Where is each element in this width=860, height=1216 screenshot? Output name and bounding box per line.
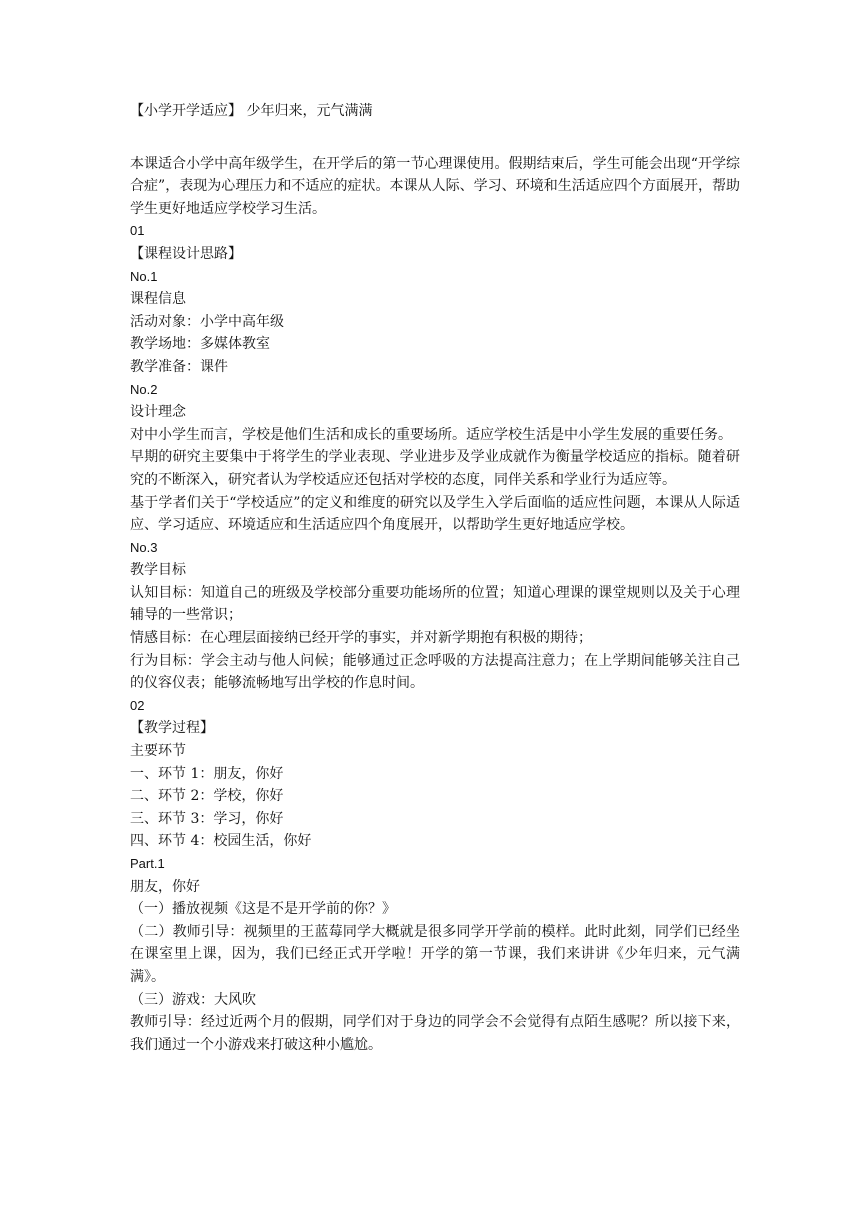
subsection-number-2: No.2 xyxy=(130,381,158,397)
section-heading-design: 【课程设计思路】 xyxy=(130,245,242,262)
step-4: 四、环节 4：校园生活，你好 xyxy=(130,833,312,850)
idea-paragraph-1: 对中小学生而言，学校是他们生活和成长的重要场所。适应学校生活是中小学生发展的重要任务。 xyxy=(130,426,732,443)
info-target: 活动对象：小学中高年级 xyxy=(130,313,284,330)
info-place: 教学场地：多媒体教室 xyxy=(130,336,270,353)
intro-paragraph: 本课适合小学中高年级学生，在开学后的第一节心理课使用。假期结束后，学生可能会出现“开学综合症”，表现为心理压力和不适应的症状。本课从人际、学习、环境和生活适应四个方面展开，帮助学生更好地适应学校学习生活。 xyxy=(130,155,740,217)
goal-cognitive: 认知目标：知道自己的班级及学校部分重要功能场所的位置；知道心理课的课堂规则以及关于心理辅导的一些常识； xyxy=(130,584,740,624)
subsection-heading-course-info: 课程信息 xyxy=(130,291,186,308)
step-3: 三、环节 3：学习，你好 xyxy=(130,810,284,827)
section-number-02: 02 xyxy=(130,697,145,713)
part1-item-game: （三）游戏：大风吹 xyxy=(130,991,256,1008)
part1-item-video: （一）播放视频《这是不是开学前的你？》 xyxy=(130,901,396,918)
part1-item-guide: （二）教师引导：视频里的王蓝莓同学大概就是很多同学开学前的模样。此时此刻，同学们已经坐在课室里上课，因为，我们已经正式开学啦！开学的第一节课，我们来讲讲《少年归来，元气满满》。 xyxy=(130,923,740,985)
document-title: 【小学开学适应】 少年归来，元气满满 xyxy=(130,103,373,119)
part-number-1: Part.1 xyxy=(130,856,165,871)
part-heading-friends: 朋友，你好 xyxy=(130,878,200,895)
step-2: 二、环节 2：学校，你好 xyxy=(130,788,284,805)
main-steps-label: 主要环节 xyxy=(130,743,186,760)
idea-paragraph-3: 基于学者们关于“学校适应”的定义和维度的研究以及学生入学后面临的适应性问题，本课从人际适应、学习适应、环境适应和生活适应四个角度展开，以帮助学生更好地适应学校。 xyxy=(130,494,740,534)
section-number-01: 01 xyxy=(130,223,145,239)
subsection-heading-goals: 教学目标 xyxy=(130,562,186,579)
info-prep: 教学准备：课件 xyxy=(130,358,228,375)
subsection-number-1: No.1 xyxy=(130,268,158,284)
subsection-heading-design-idea: 设计理念 xyxy=(130,404,186,421)
goal-emotional: 情感目标：在心理层面接纳已经开学的事实，并对新学期抱有积极的期待； xyxy=(130,630,592,647)
goal-behavioral: 行为目标：学会主动与他人问候；能够通过正念呼吸的方法提高注意力；在上学期间能够关注自己的仪容仪表；能够流畅地写出学校的作息时间。 xyxy=(130,652,740,692)
step-1: 一、环节 1：朋友，你好 xyxy=(130,765,284,782)
part1-item-teacher-guide: 教师引导：经过近两个月的假期，同学们对于身边的同学会不会觉得有点陌生感呢？所以接下来，我们通过一个小游戏来打破这种小尴尬。 xyxy=(130,1014,740,1053)
section-heading-process: 【教学过程】 xyxy=(130,720,214,737)
document-page xyxy=(130,100,740,1056)
spacer xyxy=(130,123,740,153)
subsection-number-3: No.3 xyxy=(130,539,158,555)
idea-paragraph-2: 早期的研究主要集中于将学生的学业表现、学业进步及学业成就作为衡量学校适应的指标。随着研究的不断深入，研究者认为学校适应还包括对学校的态度，同伴关系和学业行为适应等。 xyxy=(130,449,740,488)
